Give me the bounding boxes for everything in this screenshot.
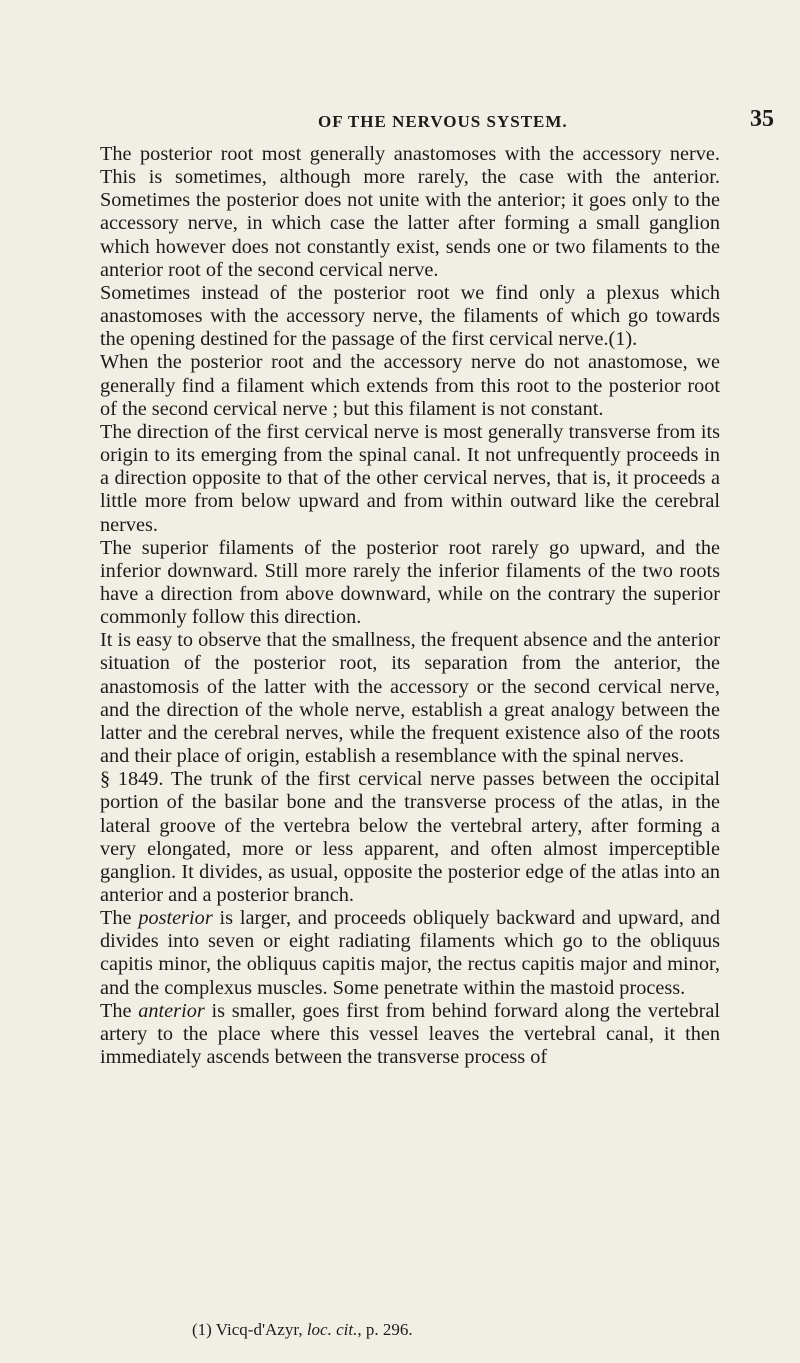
- body-text: [100, 143, 720, 1069]
- emphasis-term: anterior: [138, 999, 205, 1022]
- page-number: 35: [750, 106, 774, 132]
- paragraph: When the posterior root and the accessory nerve do not anastomose, we generally find a filament which extends from this root to the posterior root of the second cervical nerve ; but this filament is not constant.: [100, 351, 720, 420]
- paragraph: The posterior root most generally anastomoses with the accessory nerve. This is sometimes, although more rarely, the case with the anterior. Sometimes the posterior does not unite with the anterior; it goes only to the accessory nerve, in which case the latter after forming a small ganglion which however does not constantly exist, sends one or two filaments to the anterior root of the second cervical nerve.: [100, 143, 720, 281]
- paragraph: Sometimes instead of the posterior root we find only a plexus which anastomoses with the accessory nerve, the filaments of which go towards the opening destined for the passage of the first cervical nerve.(1).: [100, 281, 720, 351]
- paragraph: The superior filaments of the posterior root rarely go upward, and the inferior downward. Still more rarely the inferior filaments of the two roots have a direction from above downward, while on the contrary the superior commonly follow this direction.: [100, 536, 720, 629]
- section-paragraph: § 1849. The trunk of the first cervical nerve passes between the occipital portion of the basilar bone and the transverse process of the atlas, in the lateral groove of the vertebra below the vertebral artery, after forming a very elongated, more or less apparent, and often almost imperceptible ganglion. It divides, as usual, opposite the posterior edge of the atlas into an anterior and a posterior branch.: [100, 768, 720, 906]
- paragraph: [100, 1000, 720, 1069]
- paragraph-rest: is smaller, goes first from behind forward along the vertebral artery to the place where this vessel leaves the vertebral canal, it then immediately ascends between the transverse process of: [100, 999, 720, 1069]
- footnote-lead: (1) Vicq-d'Azyr,: [192, 1320, 307, 1339]
- emphasis-term: posterior: [138, 907, 213, 930]
- paragraph-lead: The: [100, 907, 139, 930]
- paragraph: The direction of the first cervical nerve is most generally transverse from its origin to its emerging from the spinal canal. It not unfrequently proceeds in a direction opposite to that of the other cervical nerves, that is, it proceeds a little more from below upward and from within outward like the cerebral nerves.: [100, 420, 720, 536]
- paragraph: [100, 907, 720, 1000]
- paragraph: It is easy to observe that the smallness, the frequent absence and the anterior situation of the posterior root, its separation from the anterior, the anastomosis of the latter with the accessory or the second cervical nerve, and the direction of the whole nerve, establish a great analogy between the latter and the cerebral nerves, while the frequent existence also of the roots and their place of origin, establish a resemblance with the spinal nerves.: [100, 629, 720, 768]
- paragraph-lead: The: [100, 999, 139, 1022]
- running-head: OF THE NERVOUS SYSTEM.: [318, 112, 568, 131]
- paragraph-rest: is larger, and proceeds obliquely backward and upward, and divides into seven or eight radiating filaments which go to the obliquus capitis minor, the obliquus capitis major, the rectus capitis major and minor, and the complexus muscles. Some penetrate within the mastoid process.: [100, 907, 720, 999]
- footnote-emphasis: loc. cit.: [306, 1320, 358, 1339]
- footnote-rest: , p. 296.: [357, 1320, 413, 1339]
- footnote: [192, 1320, 413, 1340]
